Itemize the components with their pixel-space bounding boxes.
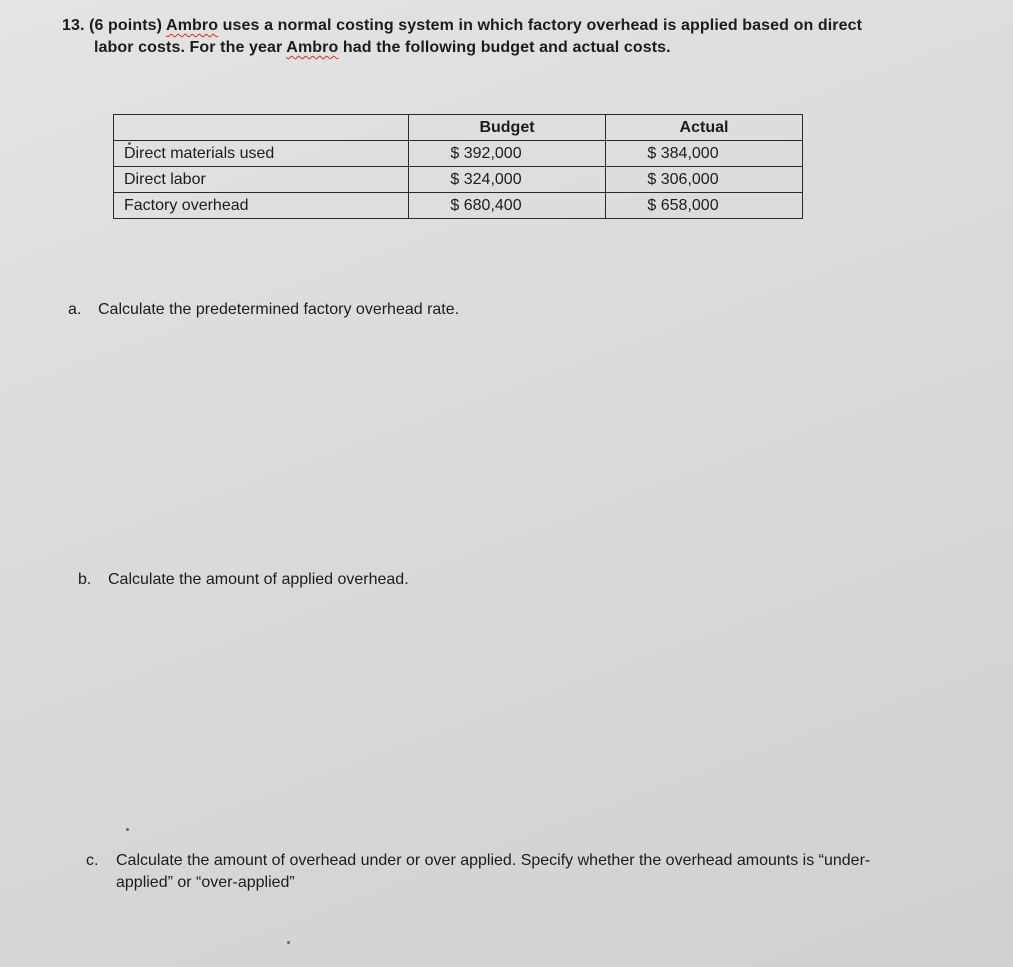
part-c-letter: c.	[86, 852, 99, 869]
part-c-text: Calculate the amount of overhead under or over applied. Specify whether the overhead amounts is “under-applied” or “over-applied”	[116, 852, 871, 891]
table-header-row	[114, 115, 803, 141]
row-budget: $ 680,400	[409, 193, 606, 219]
table-row	[114, 141, 803, 167]
cost-table	[113, 114, 803, 219]
part-b	[78, 569, 409, 591]
row-budget: $ 324,000	[409, 167, 606, 193]
question-line2	[62, 37, 962, 59]
company-name-2: Ambro	[286, 39, 339, 56]
row-label: Direct labor	[114, 167, 409, 193]
table-header-actual: Actual	[606, 115, 803, 141]
part-b-letter: b.	[78, 571, 92, 588]
row-label: Factory overhead	[114, 193, 409, 219]
company-name: Ambro	[166, 17, 219, 34]
row-label: Direct materials used	[114, 141, 409, 167]
question-line1: uses a normal costing system in which factory overhead is applied based on direct	[218, 17, 863, 34]
question-line2-end: had the following budget and actual costs.	[338, 39, 671, 56]
table-header-blank	[114, 115, 409, 141]
table-row	[114, 193, 803, 219]
speck-mark	[126, 828, 129, 831]
question-header	[62, 15, 962, 59]
row-actual: $ 384,000	[606, 141, 803, 167]
table-row	[114, 167, 803, 193]
row-budget: $ 392,000	[409, 141, 606, 167]
part-c	[86, 850, 926, 894]
part-a	[68, 299, 459, 321]
question-line2-start: labor costs. For the year	[94, 39, 287, 56]
speck-mark	[287, 941, 290, 944]
row-actual: $ 658,000	[606, 193, 803, 219]
part-a-text: Calculate the predetermined factory overhead rate.	[98, 301, 460, 318]
row-actual: $ 306,000	[606, 167, 803, 193]
part-b-text: Calculate the amount of applied overhead.	[108, 571, 409, 588]
part-a-letter: a.	[68, 301, 82, 318]
speck-mark	[128, 142, 131, 145]
question-number: 13. (6 points)	[62, 17, 163, 34]
table-header-budget: Budget	[409, 115, 606, 141]
